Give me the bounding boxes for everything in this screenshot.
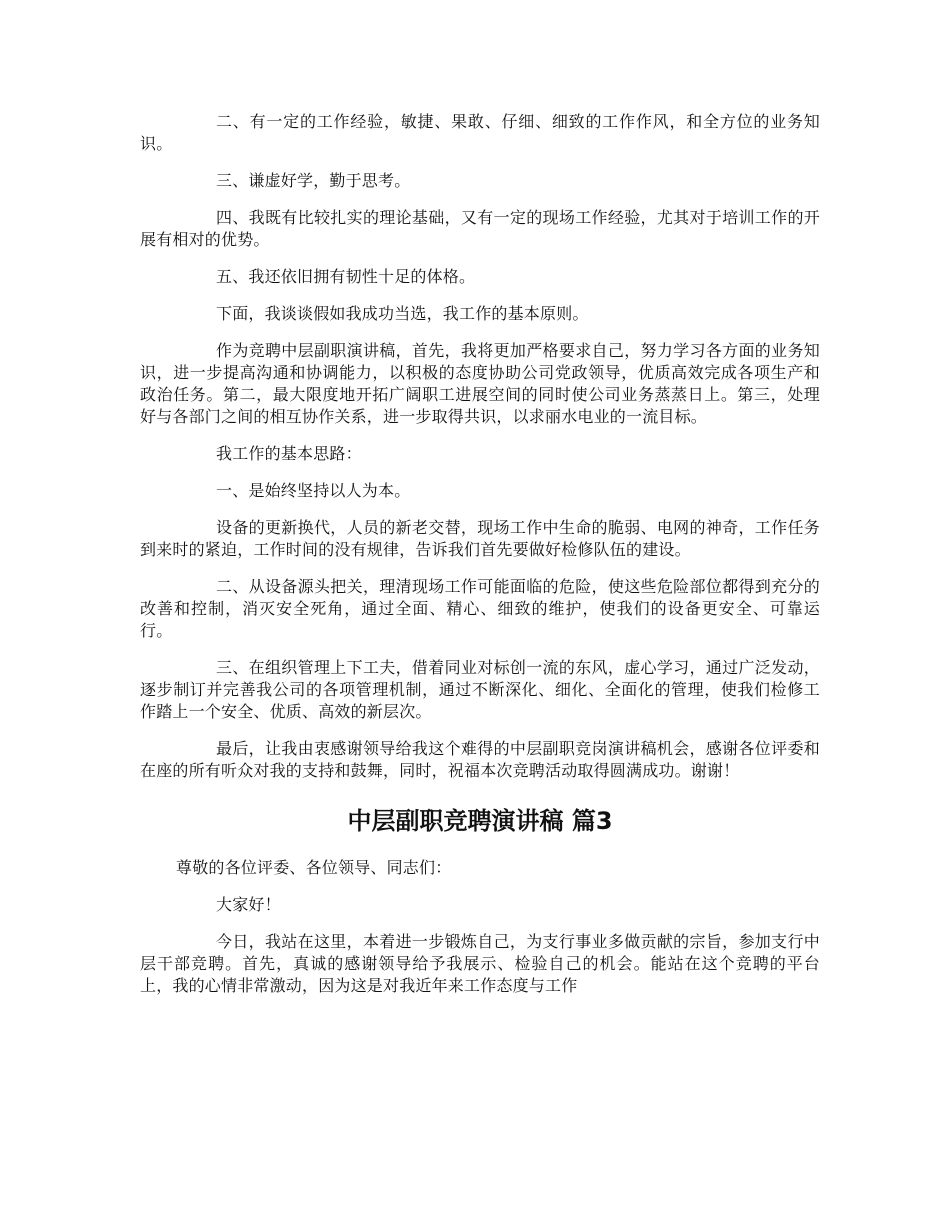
greeting-line: 尊敬的各位评委、各位领导、同志们： [176, 858, 452, 877]
paragraph: 三、在组织管理上下工夫，借着同业对标创一流的东风，虚心学习，通过广泛发动，逐步制订并完善我公司的各项管理机制，通过不断深化、细化、全面化的管理，使我们检修工作踏上一个安全、优质、高效的新层次。 [140, 658, 820, 721]
paragraph: 大家好！ [216, 895, 281, 914]
paragraph: 一、是始终坚持以人为本。 [216, 481, 411, 500]
paragraph: 二、有一定的工作经验，敏捷、果敢、仔细、细致的工作作风，和全方位的业务知识。 [140, 112, 820, 153]
paragraph: 三、谦虚好学，勤于思考。 [216, 171, 411, 190]
paragraph: 设备的更新换代，人员的新老交替，现场工作中生命的脆弱、电网的神奇，工作任务到来时的紧迫，工作时间的没有规律，告诉我们首先要做好检修队伍的建设。 [140, 518, 820, 559]
paragraph: 我工作的基本思路： [216, 444, 362, 463]
document-body [140, 111, 820, 1012]
section-heading: 中层副职竞聘演讲稿 篇3 [347, 807, 613, 835]
paragraph: 五、我还依旧拥有韧性十足的体格。 [216, 267, 476, 286]
paragraph: 最后，让我由衷感谢领导给我这个难得的中层副职竞岗演讲稿机会，感谢各位评委和在座的所有听众对我的支持和鼓舞，同时，祝福本次竞聘活动取得圆满成功。谢谢！ [140, 739, 820, 780]
paragraph: 二、从设备源头把关，理清现场工作可能面临的危险，使这些危险部位都得到充分的改善和控制，消灭安全死角，通过全面、精心、细致的维护，使我们的设备更安全、可靠运行。 [140, 577, 820, 640]
paragraph: 四、我既有比较扎实的理论基础，又有一定的现场工作经验，尤其对于培训工作的开展有相对的优势。 [140, 208, 820, 249]
paragraph: 作为竞聘中层副职演讲稿，首先，我将更加严格要求自己，努力学习各方面的业务知识，进一步提高沟通和协调能力，以积极的态度协助公司党政领导，优质高效完成各项生产和政治任务。第二，最大限度地开拓广阔职工进展空间的同时使公司业务蒸蒸日上。第三，处理好与各部门之间的相互协作关系，进一步取得共识，以求丽水电业的一流目标。 [140, 341, 820, 426]
paragraph: 下面，我谈谈假如我成功当选，我工作的基本原则。 [216, 304, 589, 323]
paragraph: 今日，我站在这里，本着进一步锻炼自己，为支行事业多做贡献的宗旨，参加支行中层干部竞聘。首先，真诚的感谢领导给予我展示、检验自己的机会。能站在这个竞聘的平台上，我的心情非常激动，因为这是对我近年来工作态度与工作 [140, 932, 820, 995]
